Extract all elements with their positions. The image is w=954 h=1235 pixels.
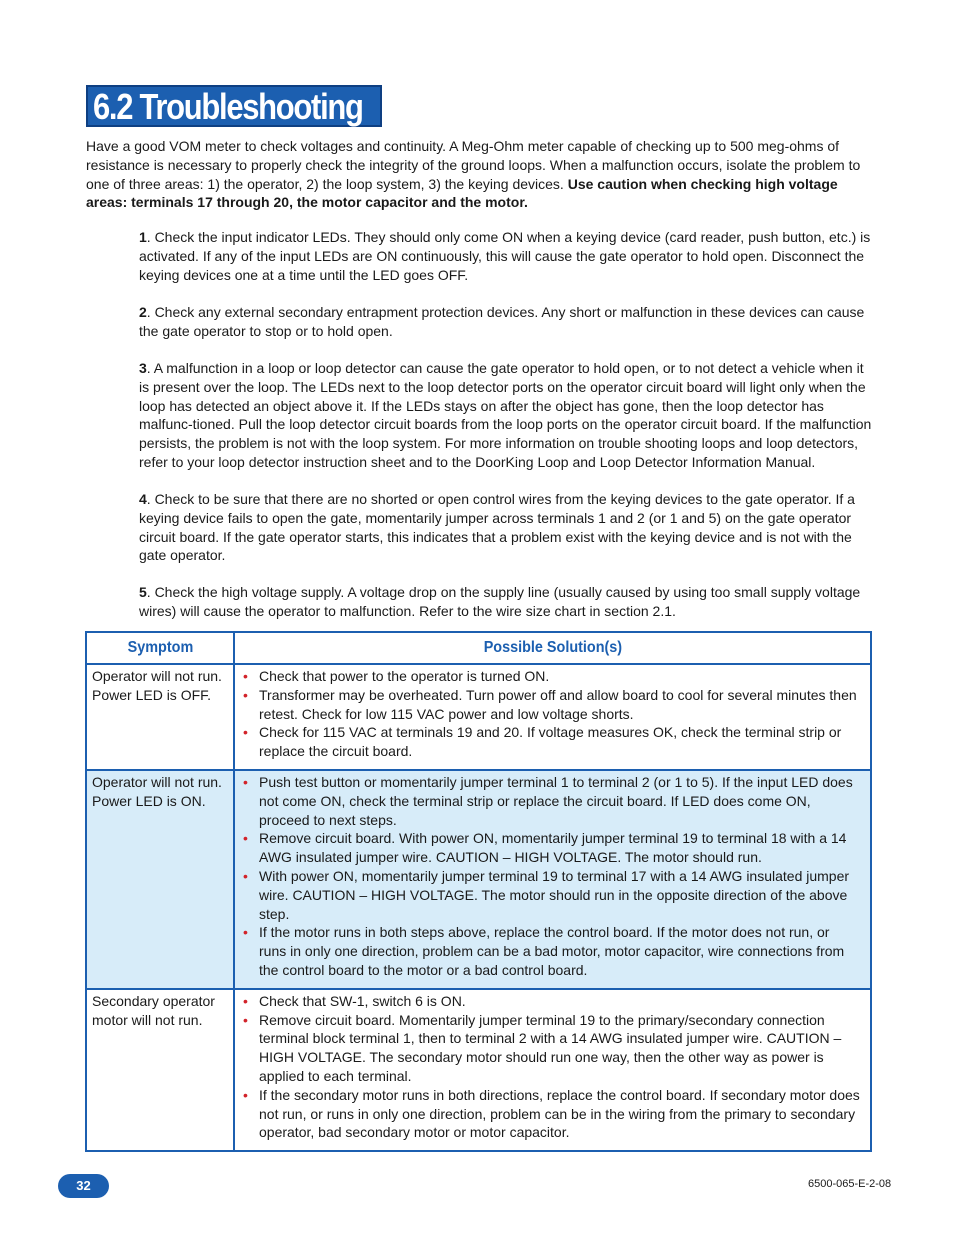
table-row: [86, 989, 871, 1151]
symptom-cell: [86, 989, 234, 1151]
solution-cell: [234, 664, 871, 770]
bullet-icon: •: [243, 668, 248, 684]
step-number: 3: [139, 360, 147, 376]
symptom-line: Power LED is ON.: [92, 792, 206, 809]
bullet-icon: •: [243, 1011, 248, 1028]
bullet-icon: •: [243, 867, 248, 884]
symptom-line: Secondary operator: [92, 992, 215, 1009]
symptom-header: Symptom: [86, 632, 234, 664]
step-number: 5: [139, 584, 147, 600]
solution-list: [243, 992, 860, 1142]
step-text: . Check the input indicator LEDs. They should only come ON when a keying device (card reader, push button, etc.) is activated. If any of the input LEDs are ON continuously, this will cause the gate operator to hold open. Disconnect the keying devices one at a time until the LED goes OFF.: [139, 229, 871, 283]
bullet-icon: •: [243, 686, 248, 703]
solution-item: • Check that power to the operator is turned ON.: [243, 668, 550, 684]
solution-header: Possible Solution(s): [234, 632, 871, 664]
step-number: 4: [139, 491, 147, 507]
solution-list: [243, 667, 860, 761]
bullet-icon: •: [243, 992, 248, 1009]
intro-warning: Use caution when checking high voltage areas: terminals 17 through 20, the motor capacitor and the motor.: [86, 175, 838, 211]
solution-cell: [234, 770, 871, 989]
table-row: [86, 770, 871, 989]
section-title-box: [86, 85, 382, 127]
document-number: 6500-065-E-2-08: [808, 1178, 892, 1190]
solution-item: • Transformer may be overheated. Turn power off and allow board to cool for several minutes then retest. Check for low 115 VAC power and low voltage shorts.: [243, 686, 857, 722]
step-2: [139, 303, 875, 341]
solution-item: • Check that SW-1, switch 6 is ON.: [243, 992, 466, 1009]
page-number: 32: [76, 1178, 91, 1193]
page-number-badge: [58, 1174, 109, 1198]
step-5: [139, 583, 875, 621]
step-text: . Check any external secondary entrapment protection devices. Any short or malfunction in these devices can cause the gate operator to stop or to hold open.: [139, 304, 865, 339]
solution-item: • Remove circuit board. Momentarily jumper terminal 19 to the primary/secondary connection terminal block terminal 1, then to terminal 2 with a 14 AWG insulated jumper wire. CAUTION – HIGH VOLTAGE. The secondary motor should run one way, then the other way as power is applied to each terminal.: [243, 1011, 842, 1084]
solution-list: [243, 773, 860, 980]
troubleshooting-table: [85, 631, 872, 1152]
intro-text: Have a good VOM meter to check voltages and continuity. A Meg-Ohm meter capable of checking up to 500 meg-ohms of resistance is necessary to properly check the integrity of the ground loops. When a malfunction occurs, isolate the problem to one of three areas: 1) the operator, 2) the loop system, 3) the keying devices.: [86, 138, 861, 192]
solution-cell: [234, 989, 871, 1151]
symptom-cell: [86, 770, 234, 989]
step-4: [139, 490, 875, 565]
solution-item: • If the secondary motor runs in both directions, replace the control board. If secondary motor does not run, or runs in only one direction, problem can be in the wiring from the primary to secondary operator, bad secondary motor or motor capacitor.: [243, 1086, 860, 1141]
symptom-line: Power LED is OFF.: [92, 686, 212, 703]
bullet-icon: •: [243, 1086, 248, 1103]
solution-item: • If the motor runs in both steps above, replace the control board. If the motor does not run, or runs in only one direction, problem can be a bad motor, motor capacitor, wire connections from the control board to the motor or a bad control board.: [243, 924, 845, 978]
symptom-line: Operator will not run.: [92, 668, 222, 684]
bullet-icon: •: [243, 724, 248, 741]
symptom-line: motor will not run.: [92, 1011, 203, 1028]
step-text: . A malfunction in a loop or loop detector can cause the gate operator to hold open, or to not detect a vehicle when it is present over the loop. The LEDs next to the loop detector ports on the operator circuit board will light only when the loop has detected an object above it. If the LEDs stays on after the object has gone, then the loop detector has malfunc-tioned. Pull the loop detector circuit boards from the loop ports on the operator circuit board. If the malfunction persists, the problem is not with the loop system. For more information on trouble shooting loops and loop detectors, refer to your loop detector instruction sheet and to the DoorKing Loop and Loop Detector Information Manual.: [139, 360, 872, 470]
intro-paragraph: [86, 137, 876, 212]
step-number: 2: [139, 304, 147, 320]
solution-item: • Remove circuit board. With power ON, momentarily jumper terminal 19 to terminal 18 with a 14 AWG insulated jumper wire. CAUTION – HIGH VOLTAGE. The motor should run.: [243, 830, 847, 866]
step-text: . Check to be sure that there are no shorted or open control wires from the keying devices to the gate operator. If a keying device fails to open the gate, momentarily jumper across terminals 1 and 2 (or 1 and 5) on the gate operator circuit board. If the gate operator starts, this indicates that a problem exist with the keying device and is not with the gate operator.: [139, 491, 855, 564]
bullet-icon: •: [243, 924, 248, 941]
bullet-icon: •: [243, 830, 248, 847]
solution-item: • Check for 115 VAC at terminals 19 and 20. If voltage measures OK, check the terminal strip or replace the circuit board.: [243, 724, 842, 760]
step-number: 1: [139, 229, 147, 245]
solution-item: • Push test button or momentarily jumper terminal 1 to terminal 2 (or 1 to 5). If the input LED does not come ON, check the terminal strip or replace the circuit board. If LED does come ON, proceed to next steps.: [243, 773, 853, 828]
section-title: 6.2 Troubleshooting: [93, 86, 363, 127]
symptom-line: Operator will not run.: [92, 773, 222, 790]
step-3: [139, 359, 875, 472]
solution-item: • With power ON, momentarily jumper terminal 19 to terminal 17 with a 14 AWG insulated jumper wire. CAUTION – HIGH VOLTAGE. The motor should run in the opposite direction of the above step.: [243, 867, 850, 922]
step-text: . Check the high voltage supply. A voltage drop on the supply line (usually caused by using too small supply voltage wires) will cause the operator to malfunction. Refer to the wire size chart in section 2.1.: [139, 584, 861, 619]
symptom-cell: [86, 664, 234, 770]
step-1: [139, 228, 875, 284]
table-header-row: [86, 632, 871, 664]
bullet-icon: •: [243, 773, 248, 790]
table-row: [86, 664, 871, 770]
